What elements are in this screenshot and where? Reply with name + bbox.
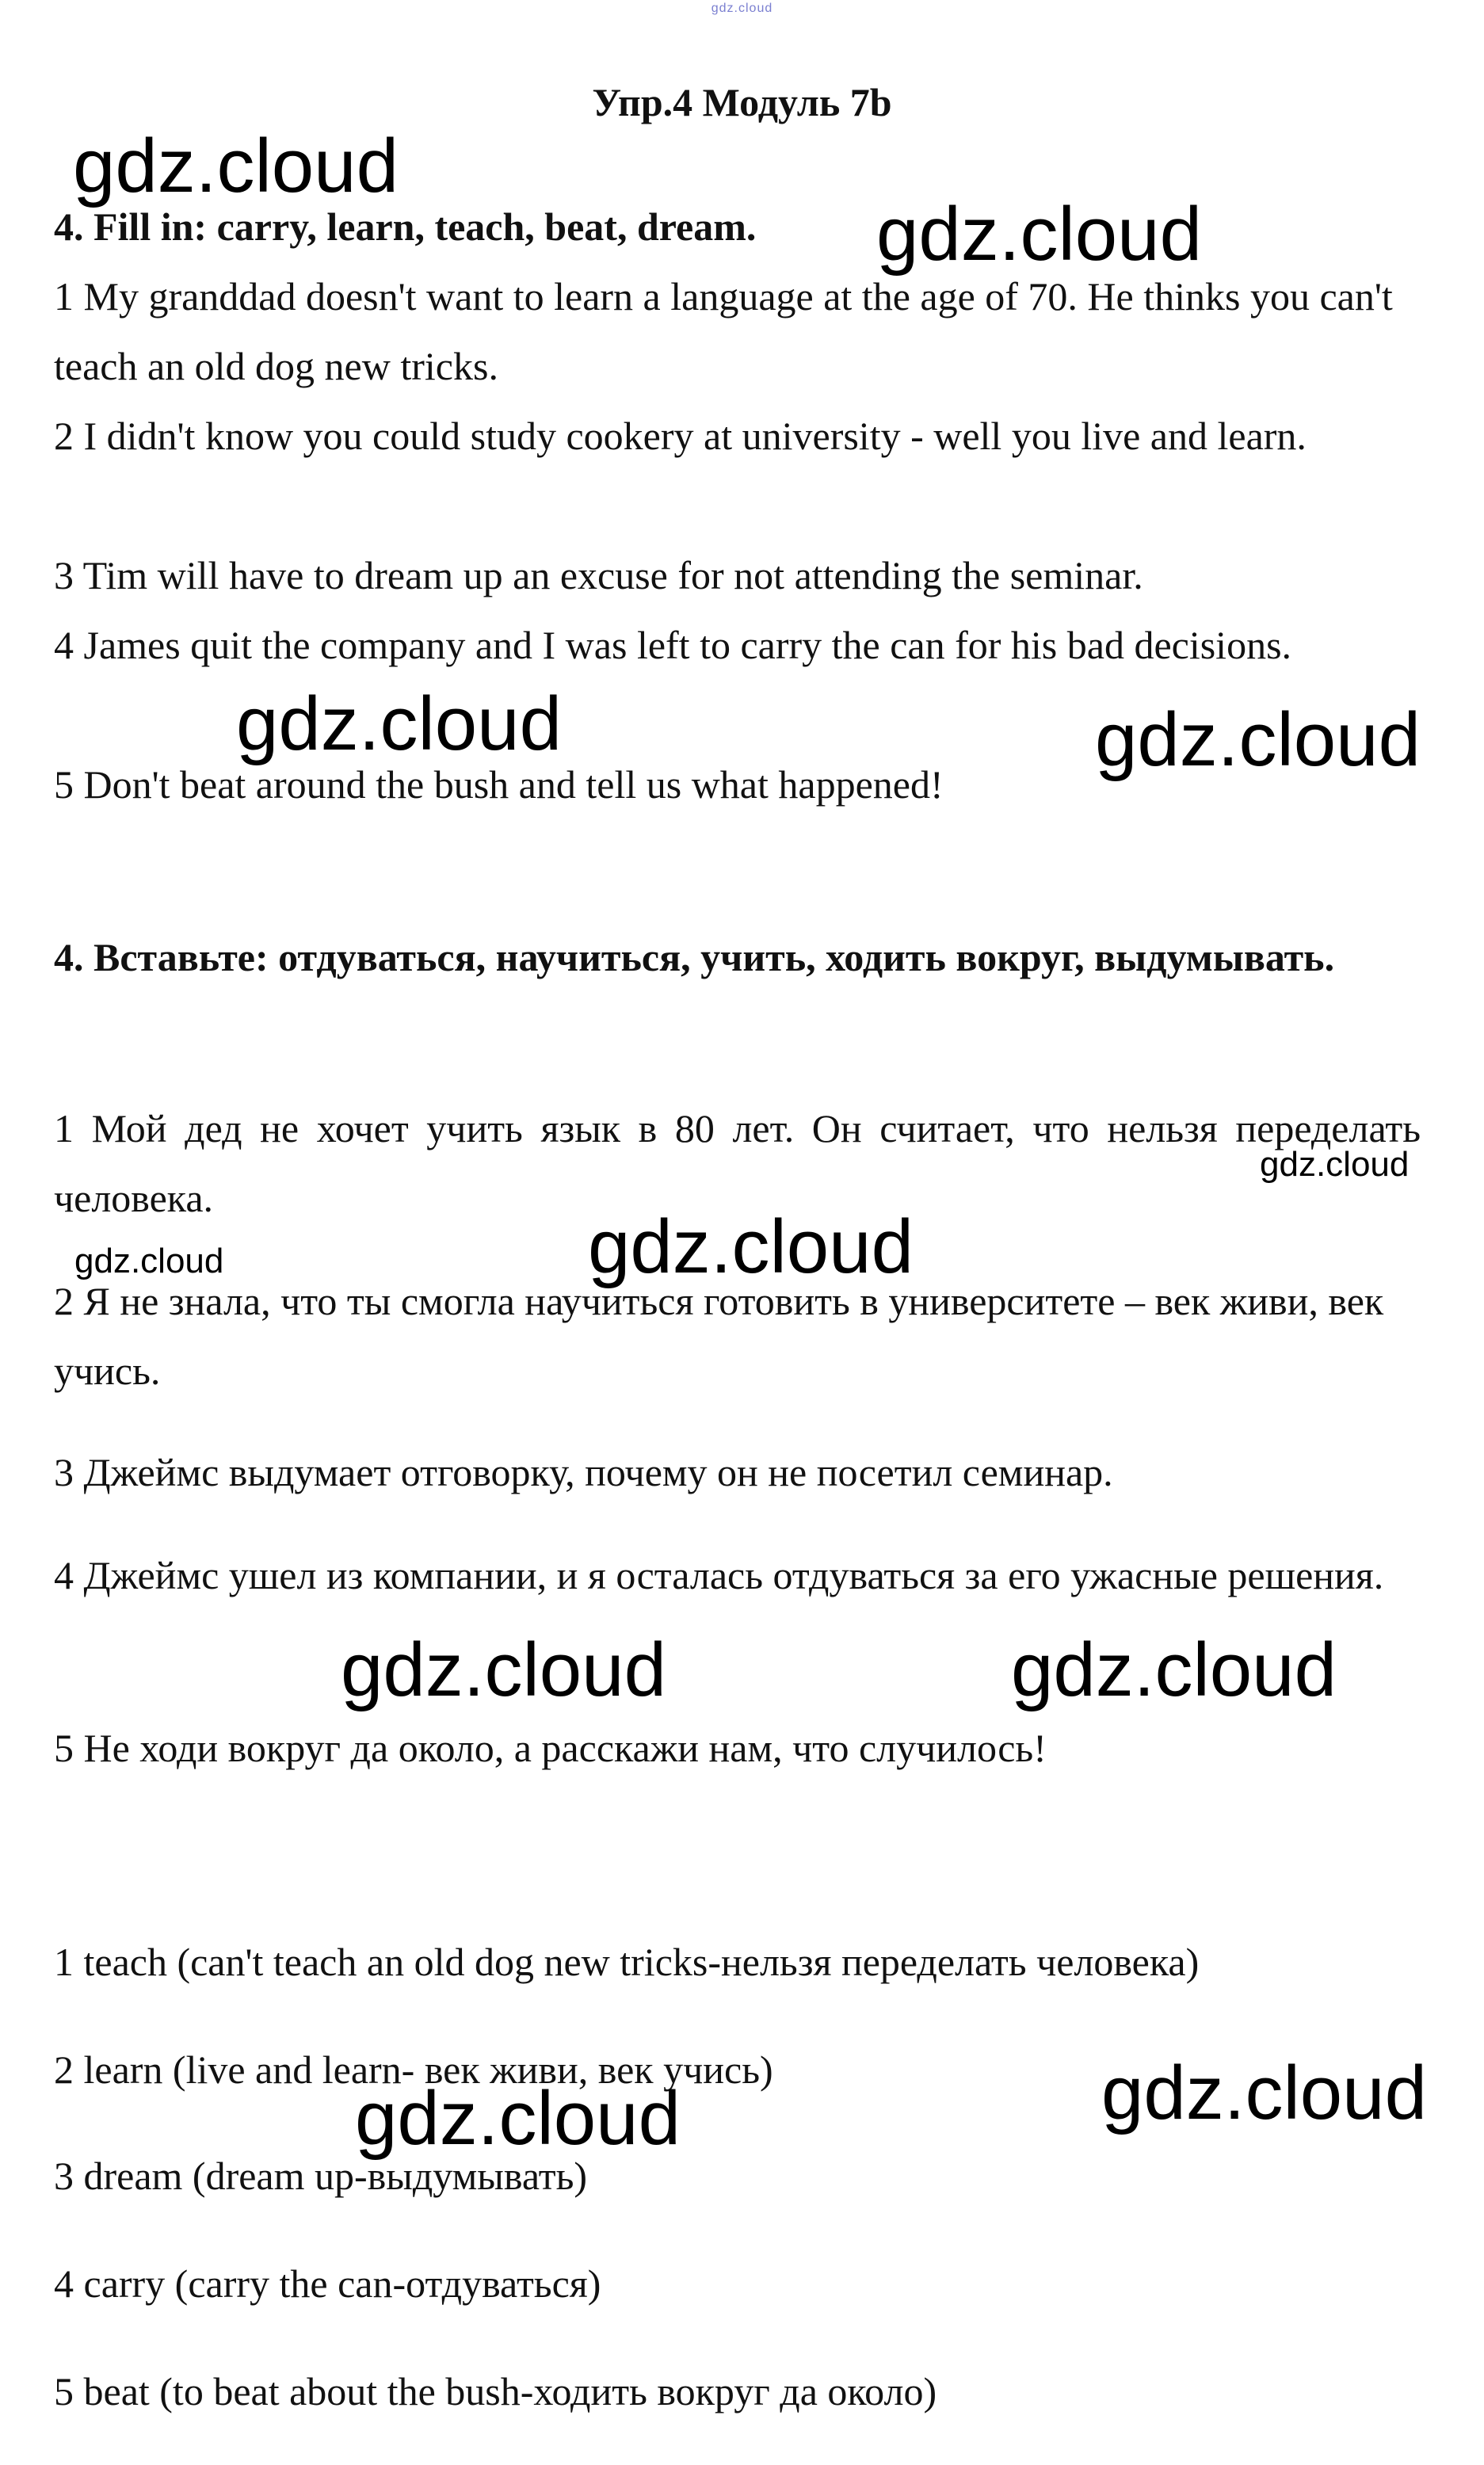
russian-item-2: 2 Я не знала, что ты смогла научиться готовить в университете – век живи, век учись. xyxy=(54,1279,1384,1393)
answer-4: 4 carry (carry the can-отдуваться) xyxy=(54,2261,601,2306)
english-item-5: 5 Don't beat around the bush and tell us what happened! xyxy=(54,762,944,807)
watermark: gdz.cloud xyxy=(876,192,1202,277)
russian-item-3: 3 Джеймс выдумает отговорку, почему он не посетил семинар. xyxy=(54,1450,1113,1494)
answer-1: 1 teach (can't teach an old dog new tricks-нельзя переделать человека) xyxy=(54,1940,1200,1984)
russian-task-heading: 4. Вставьте: отдуваться, научиться, учить, ходить вокруг, выдумывать. xyxy=(54,935,1335,979)
answer-2: 2 learn (live and learn- век живи, век учись) xyxy=(54,2047,773,2092)
english-item-4: 4 James quit the company and I was left to carry the can for his bad decisions. xyxy=(54,623,1292,667)
top-watermark: gdz.cloud xyxy=(711,2,773,15)
russian-item-5: 5 Не ходи вокруг да около, а расскажи нам, что случилось! xyxy=(54,1726,1047,1770)
watermark: gdz.cloud xyxy=(1101,2051,1427,2135)
english-task-heading: 4. Fill in: carry, learn, teach, beat, dream. xyxy=(54,204,757,249)
english-item-2: 2 I didn't know you could study cookery at university - well you live and learn. xyxy=(54,414,1307,458)
watermark: gdz.cloud xyxy=(1260,1145,1410,1184)
watermark: gdz.cloud xyxy=(588,1204,914,1289)
english-item-3: 3 Tim will have to dream up an excuse for not attending the seminar. xyxy=(54,553,1143,597)
watermark: gdz.cloud xyxy=(355,2076,681,2161)
page-title: Упр.4 Модуль 7b xyxy=(592,80,892,124)
russian-item-1: 1 Мой дед не хочет учить язык в 80 лет. Он считает, что нельзя переделать человека. xyxy=(54,1106,1421,1220)
watermark: gdz.cloud xyxy=(341,1627,666,1712)
answer-5: 5 beat (to beat about the bush-ходить вокруг да около) xyxy=(54,2369,937,2413)
watermark: gdz.cloud xyxy=(1095,697,1421,782)
russian-item-4: 4 Джеймс ушел из компании, и я осталась отдуваться за его ужасные решения. xyxy=(54,1553,1384,1597)
english-item-1: 1 My granddad doesn't want to learn a language at the age of 70. He thinks you can't teach an old dog new tricks. xyxy=(54,274,1393,388)
watermark: gdz.cloud xyxy=(73,124,399,208)
watermark: gdz.cloud xyxy=(1011,1627,1337,1712)
watermark: gdz.cloud xyxy=(236,681,562,766)
watermark: gdz.cloud xyxy=(74,1242,224,1280)
answer-3: 3 dream (dream up-выдумывать) xyxy=(54,2154,588,2198)
